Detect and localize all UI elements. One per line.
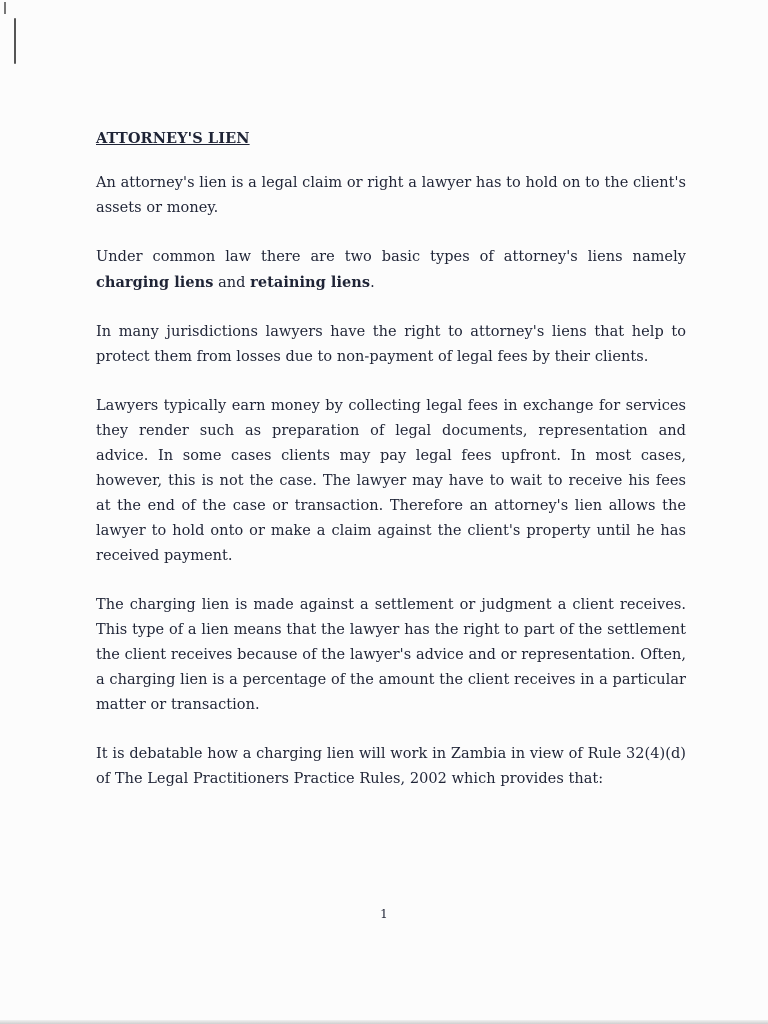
paragraph-jurisdictions: In many jurisdictions lawyers have the right to attorney's liens that help to protect them from losses due to non-payment of legal fees by their clients. [96, 324, 686, 365]
scan-mark [4, 2, 6, 14]
term-charging-liens: charging liens [96, 274, 214, 291]
paragraph-charging-lien: The charging lien is made against a settlement or judgment a client receives. This type of a lien means that the lawyer has the right to part of the settlement the client receives because of the lawyer's advice and or representation. Often, a charging lien is a percentage of the amount the client receives in a particular matter or transaction. [96, 597, 686, 713]
paragraph-text: Under common law there are two basic types of attorney's liens namely [96, 249, 686, 265]
page-number: 1 [380, 907, 388, 921]
document-body [96, 128, 686, 816]
paragraph-text: and [213, 275, 251, 291]
paragraph-zambia-rule: It is debatable how a charging lien will work in Zambia in view of Rule 32(4)(d) of The Legal Practitioners Practice Rules, 2002 which provides that: [96, 746, 686, 787]
paragraph-text: . [370, 275, 375, 291]
paragraph-definition: An attorney's lien is a legal claim or right a lawyer has to hold on to the client's assets or money. [96, 175, 686, 216]
page-bottom-edge [0, 1020, 768, 1024]
paragraph-types [96, 245, 686, 296]
term-retaining-liens: retaining liens [250, 274, 371, 291]
scan-mark [14, 18, 16, 64]
paragraph-legal-fees: Lawyers typically earn money by collecting legal fees in exchange for services they render such as preparation of legal documents, representation and advice. In some cases clients may pay legal fees upfront. In most cases, however, this is not the case. The lawyer may have to wait to receive his fees at the end of the case or transaction. Therefore an attorney's lien allows the lawyer to hold onto or make a claim against the client's property until he has received payment. [96, 398, 686, 564]
document-title: ATTORNEY'S LIEN [96, 130, 250, 147]
